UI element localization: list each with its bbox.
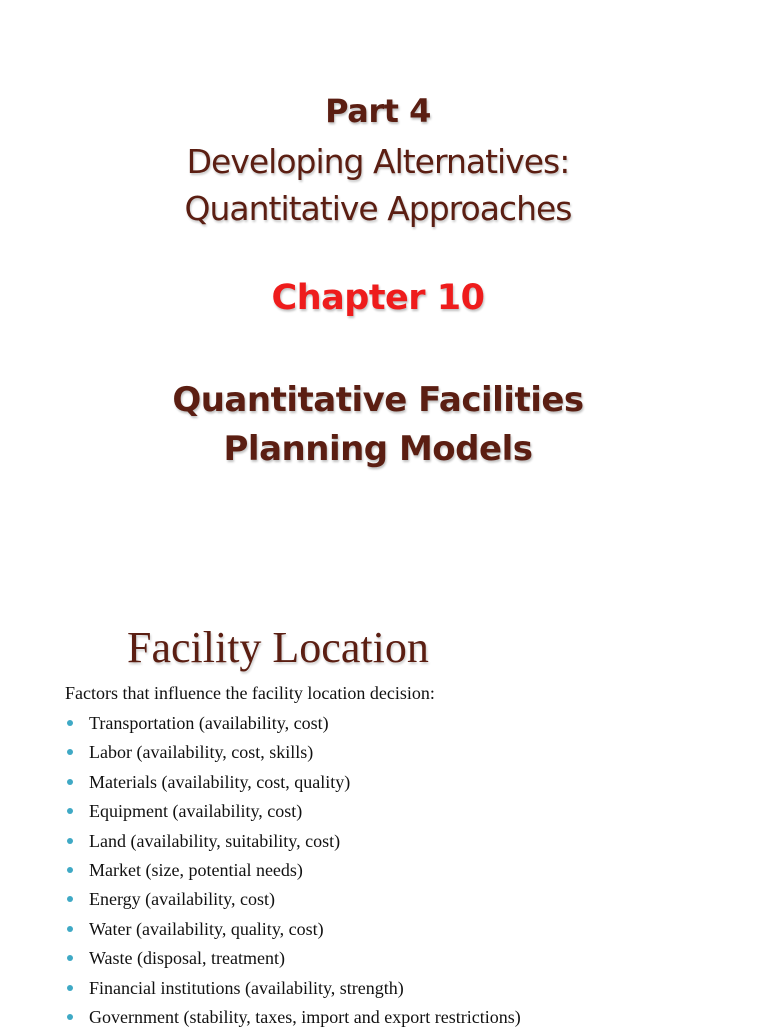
bullet-icon xyxy=(67,896,73,902)
bullet-icon xyxy=(67,779,73,785)
factor-text: Labor (availability, cost, skills) xyxy=(89,742,314,763)
factor-text: Waste (disposal, treatment) xyxy=(89,948,285,969)
factor-text: Financial institutions (availability, strength) xyxy=(89,977,404,998)
list-item xyxy=(65,888,521,917)
factor-text: Energy (availability, cost) xyxy=(89,889,275,910)
factor-list xyxy=(65,712,521,1035)
facility-location-slide xyxy=(0,600,768,1027)
factor-text: Equipment (availability, cost) xyxy=(89,801,303,822)
part-subtitle-line-2: Quantitative Approaches xyxy=(184,189,572,228)
bullet-icon xyxy=(67,985,73,991)
chapter-subtitle-line-1: Quantitative Facilities xyxy=(172,380,584,420)
list-item xyxy=(65,918,521,947)
bullet-icon xyxy=(67,720,73,726)
bullet-icon xyxy=(67,1014,73,1020)
factor-text: Water (availability, quality, cost) xyxy=(89,918,324,939)
list-item xyxy=(65,977,521,1006)
bullet-icon xyxy=(67,955,73,961)
list-item xyxy=(65,741,521,770)
bullet-icon xyxy=(67,867,73,873)
bullet-icon xyxy=(67,749,73,755)
part-title: Part 4 xyxy=(325,92,431,130)
chapter-subtitle-line-2: Planning Models xyxy=(223,429,533,469)
list-item xyxy=(65,1006,521,1035)
bullet-icon xyxy=(67,808,73,814)
list-item xyxy=(65,859,521,888)
list-item xyxy=(65,830,521,859)
list-item xyxy=(65,771,521,800)
bullet-icon xyxy=(67,926,73,932)
part-subtitle-line-1: Developing Alternatives: xyxy=(186,142,570,181)
factor-text: Land (availability, suitability, cost) xyxy=(89,830,341,851)
bullet-icon xyxy=(67,838,73,844)
factor-text: Government (stability, taxes, import and export restrictions) xyxy=(89,1006,521,1027)
factor-text: Market (size, potential needs) xyxy=(89,859,303,880)
chapter-subtitle xyxy=(0,376,756,474)
part-subtitle xyxy=(0,138,756,232)
list-item xyxy=(65,800,521,829)
slide-title: Facility Location xyxy=(127,623,429,672)
chapter-title: Chapter 10 xyxy=(271,278,485,318)
list-item xyxy=(65,947,521,976)
list-item xyxy=(65,712,521,741)
factor-text: Materials (availability, cost, quality) xyxy=(89,771,351,792)
intro-text: Factors that influence the facility location decision: xyxy=(65,683,435,703)
factor-text: Transportation (availability, cost) xyxy=(89,713,329,733)
